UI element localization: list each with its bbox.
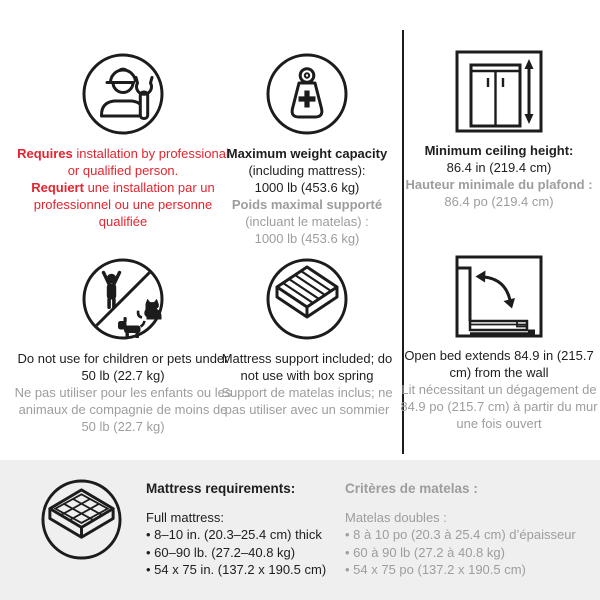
no-children-pets-text-fr: Ne pas utiliser pour les enfants ou les animaux de compagnie de moins de 50 lb (22.7 kg) bbox=[14, 385, 232, 434]
mattress-support-text-en: Mattress support included; do not use with box spring bbox=[221, 351, 393, 383]
mattress-support-caption bbox=[212, 350, 402, 418]
installation-text-en-bold: Requires bbox=[17, 146, 73, 161]
installation-cell bbox=[12, 52, 234, 230]
open-bed-cell bbox=[398, 255, 600, 432]
list-item: • 8–10 in. (20.3–25.4 cm) thick bbox=[146, 526, 326, 544]
max-weight-title-fr: Poids maximal supporté bbox=[231, 197, 383, 212]
list-item: • 54 x 75 po (137.2 x 190.5 cm) bbox=[345, 561, 576, 579]
list-item: • 60–90 lb. (27.2–40.8 kg) bbox=[146, 544, 326, 562]
mattress-requirements-list-en bbox=[146, 526, 326, 579]
no-children-pets-caption bbox=[12, 350, 234, 435]
ceiling-title-fr: Hauteur minimale du plafond : bbox=[405, 177, 593, 192]
max-weight-note-en: (including mattress): bbox=[248, 163, 366, 178]
ceiling-height-caption bbox=[405, 142, 592, 210]
max-weight-value-fr: 1000 lb (453.6 kg) bbox=[254, 231, 360, 246]
no-children-pets-cell bbox=[12, 257, 234, 435]
worker-hardhat-wrench-icon bbox=[81, 52, 165, 136]
slatted-mattress-support-icon bbox=[265, 257, 349, 341]
mattress-requirements-fr bbox=[345, 480, 576, 579]
mattress-requirements-en bbox=[146, 480, 326, 579]
max-weight-value-en: 1000 lb (453.6 kg) bbox=[254, 180, 360, 195]
mattress-support-cell bbox=[212, 257, 402, 418]
no-children-pets-icon bbox=[81, 257, 165, 341]
ceiling-title-en: Minimum ceiling height: bbox=[424, 143, 574, 158]
mattress-requirements-subtitle-en: Full mattress: bbox=[146, 509, 225, 525]
installation-caption bbox=[12, 145, 234, 230]
ceiling-value-fr: 86.4 po (219.4 cm) bbox=[444, 194, 554, 209]
mattress-support-text-fr: Support de matelas inclus; ne pas utiliser avec un sommier bbox=[221, 385, 393, 417]
open-bed-text-fr: Lit nécessitant un dégagement de 84.9 po (215.7 cm) à partir du mur une fois ouvert bbox=[400, 382, 598, 431]
no-children-pets-text-en: Do not use for children or pets under 50 lb (22.7 kg) bbox=[17, 351, 229, 383]
max-weight-note-fr: (incluant le matelas) : bbox=[245, 214, 369, 229]
max-weight-title-en: Maximum weight capacity bbox=[226, 146, 388, 161]
ceiling-value-en: 86.4 in (219.4 cm) bbox=[446, 160, 552, 175]
mattress-requirements-list-fr bbox=[345, 526, 576, 579]
open-bed-text-en: Open bed extends 84.9 in (215.7 cm) from the wall bbox=[404, 348, 594, 380]
max-weight-caption bbox=[227, 145, 387, 247]
installation-text-en-rest: installation by professional or qualified person. bbox=[67, 146, 229, 178]
list-item: • 8 à 10 po (20.3 à 25.4 cm) d’épaisseur bbox=[345, 526, 576, 544]
mattress-requirements-section bbox=[0, 460, 600, 600]
list-item: • 54 x 75 in. (137.2 x 190.5 cm) bbox=[146, 561, 326, 579]
weight-with-plus-icon bbox=[265, 52, 349, 136]
installation-text-fr-bold: Requiert bbox=[31, 180, 84, 195]
ceiling-height-cell bbox=[398, 50, 600, 210]
mattress-requirements-subtitle-fr: Matelas doubles : bbox=[345, 509, 447, 525]
max-weight-cell bbox=[222, 52, 392, 247]
quilted-mattress-icon bbox=[40, 478, 123, 561]
installation-text-en bbox=[12, 145, 234, 179]
open-bed-caption bbox=[398, 347, 600, 432]
closed-cabinet-height-arrow-icon bbox=[455, 50, 543, 133]
mattress-requirements-title-en: Mattress requirements: bbox=[146, 481, 296, 496]
installation-text-fr-rest: une installation par un professionnel ou une personne qualifiée bbox=[33, 180, 215, 229]
list-item: • 60 à 90 lb (27.2 à 40.8 kg) bbox=[345, 544, 576, 562]
installation-text-fr bbox=[12, 179, 234, 230]
murphy-bed-opening-icon bbox=[455, 255, 543, 338]
mattress-requirements-title-fr: Critères de matelas : bbox=[345, 481, 478, 496]
